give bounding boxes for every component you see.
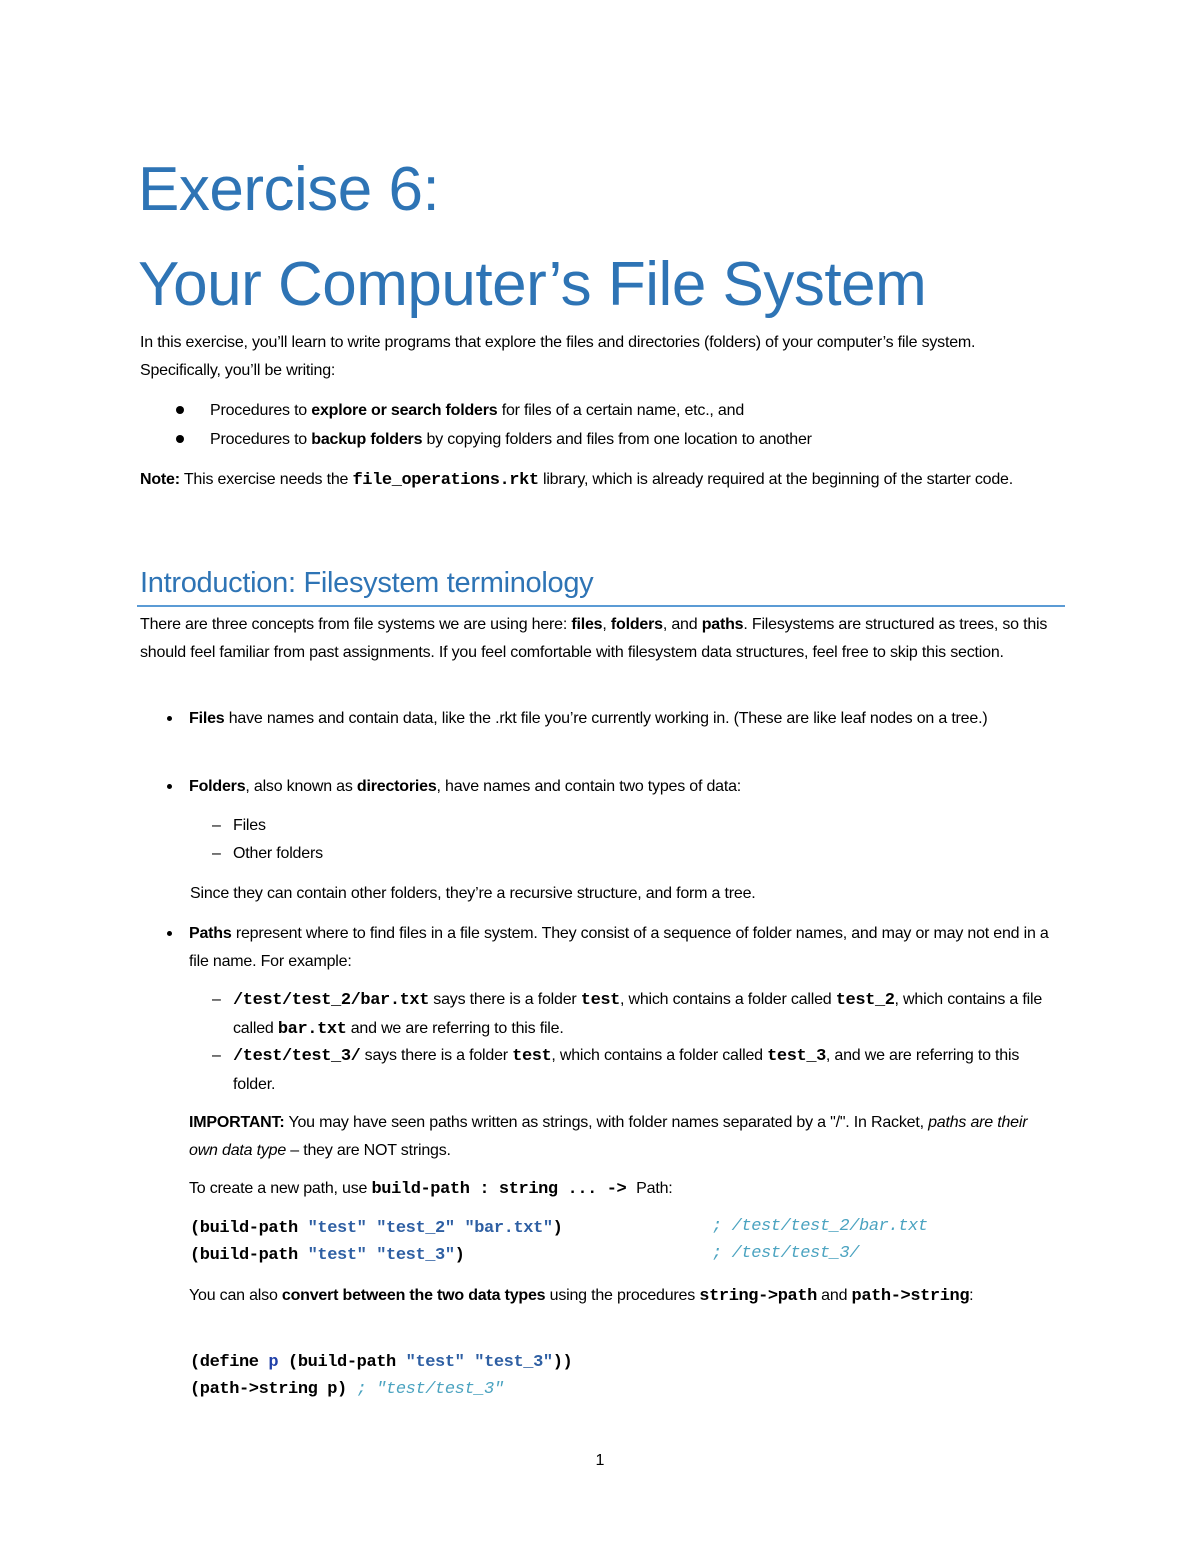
text-run: To create a new path, use xyxy=(189,1180,372,1197)
code-text: test xyxy=(580,991,620,1010)
bullet-backup xyxy=(210,426,1060,454)
convert-paragraph xyxy=(189,1282,1039,1311)
code-text: build-path xyxy=(371,1180,470,1199)
bold-text: backup folders xyxy=(311,431,423,448)
text-run: says there is a folder xyxy=(360,1047,513,1064)
bold-text: Paths xyxy=(189,925,232,942)
paths-sub-example-1 xyxy=(233,986,1063,1043)
variable-name: p xyxy=(268,1353,279,1372)
text-run: Procedures to xyxy=(210,431,312,448)
important-paragraph xyxy=(189,1109,1039,1164)
text-run: Since they can contain other folders, they’re a recursive structure, and form a tree. xyxy=(190,885,756,902)
section-heading: Introduction: Filesystem terminology xyxy=(140,567,594,599)
bold-text: Folders xyxy=(189,778,246,795)
code-line xyxy=(190,1213,1060,1242)
code-comment: ; /test/test_2/bar.txt xyxy=(712,1217,928,1236)
code-text: ) xyxy=(454,1246,465,1265)
code-text: bar.txt xyxy=(277,1019,347,1039)
code-text: (build-path xyxy=(278,1353,406,1372)
string-literal: "test" "test_3" xyxy=(405,1353,553,1372)
note-paragraph xyxy=(140,466,1065,495)
text-run: , xyxy=(602,616,611,633)
folders-item xyxy=(189,773,1059,801)
text-run: represent where to find files in a file system. They consist of a sequence of folder names, and may or may not end in a file name. For example: xyxy=(189,925,1049,970)
folders-sub-files xyxy=(233,812,266,840)
text-run: You may have seen paths written as strings, with folder names separated by a "/". In Racket, xyxy=(284,1114,929,1131)
code-text: (define xyxy=(190,1353,269,1372)
code-text: /test/test_3/ xyxy=(233,1047,361,1066)
bold-text: explore or search folders xyxy=(311,402,498,419)
text-run: and xyxy=(816,1287,852,1304)
code-line xyxy=(190,1240,1060,1269)
text-run: , and xyxy=(662,616,702,633)
paths-item xyxy=(189,920,1064,975)
code-text: : string ... -> xyxy=(469,1180,637,1199)
code-text: test_2 xyxy=(835,991,895,1010)
concepts-paragraph xyxy=(140,611,1065,666)
bullet-icon xyxy=(167,716,172,721)
bold-text: folders xyxy=(610,616,663,633)
text-run: for files of a certain name, etc., and xyxy=(497,402,745,419)
italic-text: paths are their own data type xyxy=(189,1114,1028,1159)
code-text: path->string xyxy=(851,1287,970,1306)
text-run: , and we are referring to this folder. xyxy=(233,1047,1020,1093)
code-line xyxy=(190,1347,1060,1376)
text-run: by copying folders and files from one location to another xyxy=(422,431,812,448)
bullet-icon xyxy=(176,406,184,414)
string-literal: "test" "test_3" xyxy=(307,1246,455,1265)
bold-text: paths xyxy=(701,616,744,633)
text-run: Files xyxy=(233,817,266,834)
text-run: You can also xyxy=(189,1287,282,1304)
code-text: string->path xyxy=(699,1287,817,1306)
code-text: test_3 xyxy=(767,1047,826,1066)
text-run: , which contains a folder called xyxy=(551,1047,768,1064)
text-run: There are three concepts from file systems we are using here: xyxy=(140,616,572,633)
text-run: , which contains a folder called xyxy=(619,991,836,1008)
code-text: (build-path xyxy=(190,1219,308,1238)
dash-icon: – xyxy=(212,1047,221,1064)
bold-text: Note: xyxy=(140,471,180,488)
paths-sub-example-2 xyxy=(233,1042,1063,1098)
bullet-icon xyxy=(176,435,184,443)
text-run: : xyxy=(969,1287,974,1304)
text-run: , have names and contain two types of data: xyxy=(436,778,742,795)
since-paragraph xyxy=(190,880,1050,908)
text-run: using the procedures xyxy=(545,1287,700,1304)
text-run: Path: xyxy=(636,1180,673,1197)
text-run: , which contains a file called xyxy=(233,991,1043,1037)
create-path-paragraph xyxy=(189,1175,1059,1204)
intro-paragraph xyxy=(140,329,1020,384)
text-run: , also known as xyxy=(245,778,357,795)
bold-text: files xyxy=(571,616,603,633)
text-run: have names and contain data, like the .rkt file you’re currently working in. (These are like leaf nodes on a tree.) xyxy=(224,710,988,727)
bullet-icon xyxy=(167,784,172,789)
code-text: )) xyxy=(552,1353,573,1372)
bold-text: convert between the two data types xyxy=(281,1287,546,1304)
text-run: says there is a folder xyxy=(429,991,581,1008)
code-text: (build-path xyxy=(190,1246,308,1265)
text-run: library, which is already required at the beginning of the starter code. xyxy=(538,471,1013,488)
title-line-1: Exercise 6: xyxy=(138,155,440,224)
text-run: . Filesystems are structured as trees, so this should feel familiar from past assignments. If you feel comfortable with filesystem data structures, feel free to skip this section. xyxy=(140,616,1048,661)
text-run: In this exercise, you’ll learn to write programs that explore the files and directories (folders) of your computer’s file system. Specifically, you’ll be writing: xyxy=(140,334,976,379)
code-text: ) xyxy=(552,1219,563,1238)
bullet-explore xyxy=(210,397,1060,425)
code-comment: ; "test/test_3" xyxy=(356,1380,504,1399)
bold-text: IMPORTANT: xyxy=(189,1114,285,1131)
dash-icon: – xyxy=(212,991,221,1008)
bold-text: Files xyxy=(189,710,225,727)
files-item xyxy=(189,705,1029,733)
text-run: Other folders xyxy=(233,845,323,862)
code-line xyxy=(190,1374,1060,1403)
text-run: and we are referring to this file. xyxy=(346,1019,564,1037)
string-literal: "test" "test_2" "bar.txt" xyxy=(307,1219,553,1238)
text-run: This exercise needs the xyxy=(179,471,353,488)
code-comment: ; /test/test_3/ xyxy=(712,1244,860,1263)
page-number: 1 xyxy=(595,1452,605,1469)
text-run: – they are NOT strings. xyxy=(286,1141,451,1159)
title-line-2: Your Computer’s File System xyxy=(138,250,927,319)
code-text: file_operations.rkt xyxy=(352,471,539,490)
code-text: (path->string p) xyxy=(190,1380,357,1399)
dash-icon: – xyxy=(212,845,221,862)
code-text: /test/test_2/bar.txt xyxy=(233,991,430,1010)
bullet-icon xyxy=(167,931,172,936)
folders-sub-other xyxy=(233,840,323,868)
dash-icon: – xyxy=(212,817,221,834)
heading-rule xyxy=(137,605,1065,607)
code-text: test xyxy=(512,1047,552,1066)
text-run: Procedures to xyxy=(210,402,312,419)
bold-text: directories xyxy=(356,778,437,795)
